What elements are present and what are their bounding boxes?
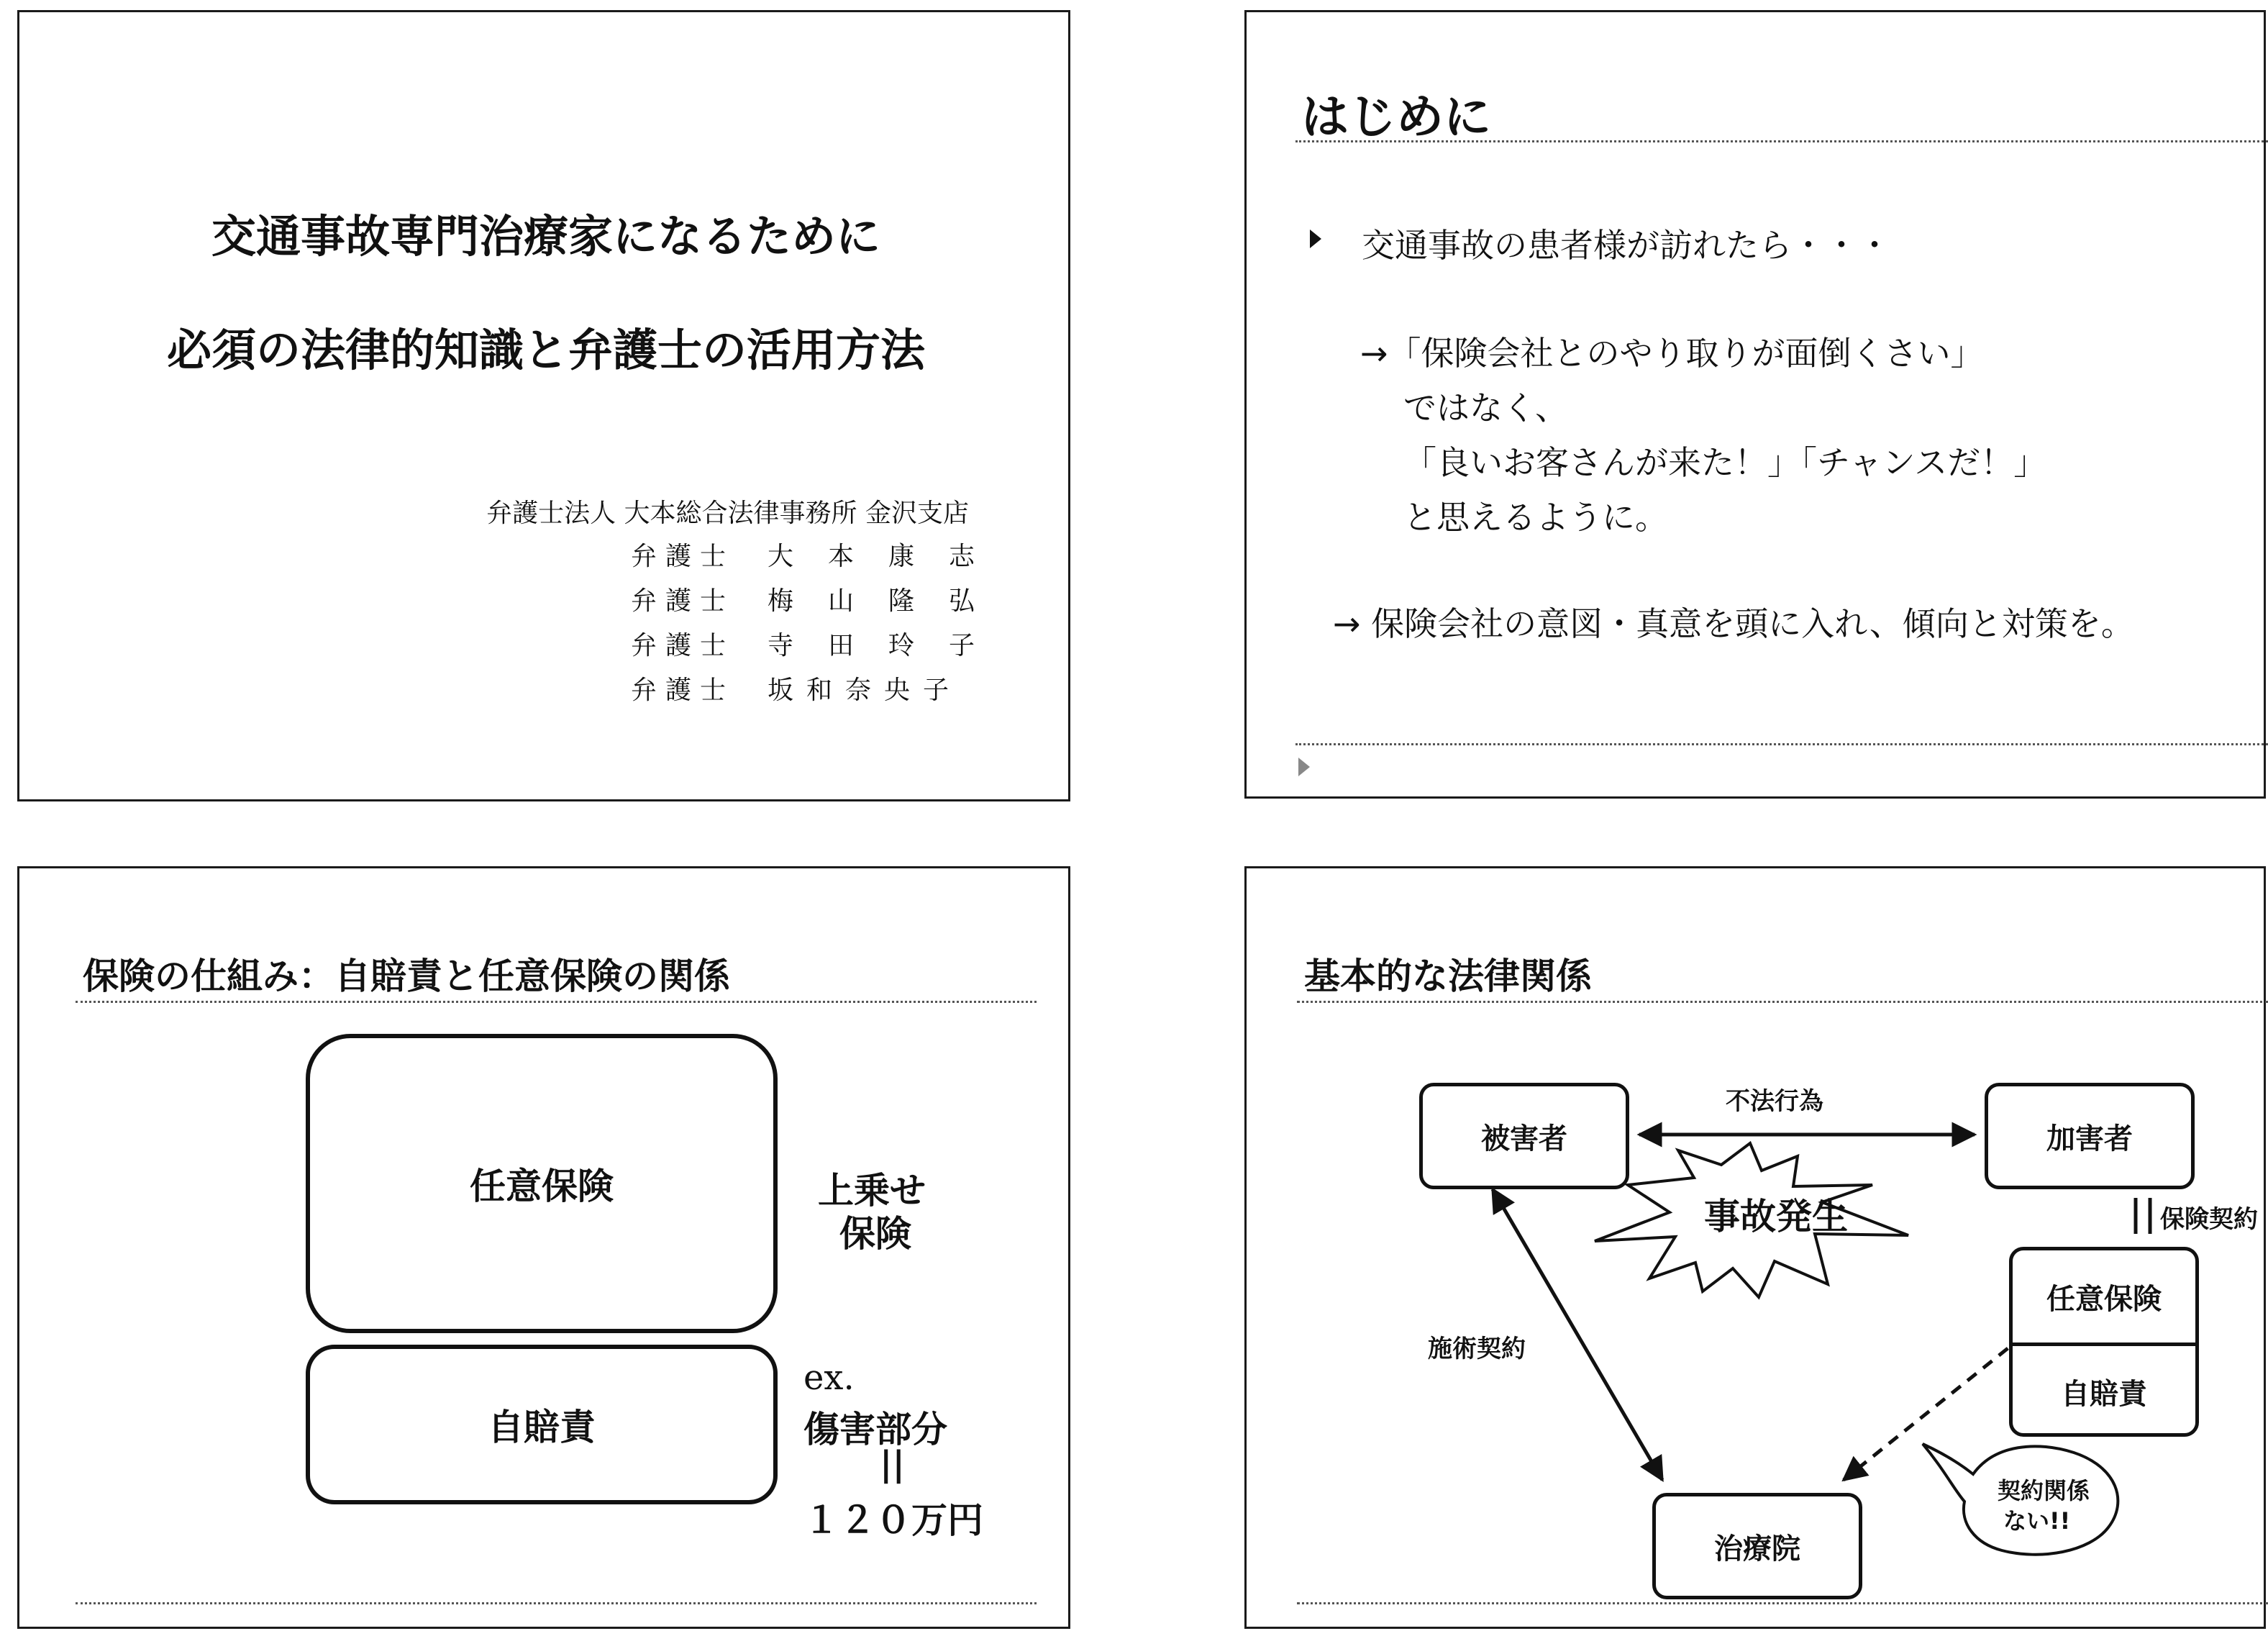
introduction-slide bbox=[1244, 10, 2266, 799]
voluntary-insurance-label: 任意保険 bbox=[2046, 1282, 2162, 1316]
slide-title: 保険の仕組み：自賠責と任意保険の関係 bbox=[83, 955, 730, 997]
perpetrator-label: 加害者 bbox=[2046, 1122, 2133, 1155]
lawyer-role-1: 弁護士 bbox=[631, 542, 735, 571]
text-line-5: → 保険会社の意図・真意を頭に入れ、傾向と対策を。 bbox=[1333, 604, 2134, 643]
compulsory-insurance-row bbox=[2013, 1346, 2195, 1437]
bubble-text-line-2: ない!! bbox=[2003, 1507, 2071, 1535]
lawyer-role-2: 弁護士 bbox=[631, 586, 735, 616]
insurance-box bbox=[2009, 1247, 2199, 1437]
clinic-label: 治療院 bbox=[1714, 1532, 1800, 1566]
bullet-text: 交通事故の患者様が訪れたら・・・ bbox=[1362, 226, 1891, 265]
lawyer-name-3: 寺田玲子 bbox=[768, 631, 1010, 660]
perpetrator-box bbox=[1985, 1083, 2195, 1189]
clinic-box bbox=[1652, 1493, 1862, 1599]
title-divider bbox=[76, 1001, 1037, 1003]
insurance-structure-slide bbox=[17, 866, 1070, 1629]
tort-label: 不法行為 bbox=[1726, 1087, 1823, 1116]
insurance-contract-label: 保険契約 bbox=[2160, 1205, 2258, 1234]
slide-title: 基本的な法律関係 bbox=[1304, 955, 1592, 997]
title-line-2: 必須の法律的知識と弁護士の活用方法 bbox=[166, 324, 925, 376]
victim-box bbox=[1419, 1083, 1629, 1189]
voluntary-insurance-box bbox=[306, 1034, 778, 1333]
text-line-2: ではなく、 bbox=[1403, 389, 1569, 427]
lawyer-role-4: 弁護士 bbox=[631, 676, 735, 705]
slide-title: はじめに bbox=[1301, 88, 1491, 145]
amount-label: １２０万円 bbox=[803, 1499, 983, 1541]
compulsory-insurance-label: 自賠責 bbox=[488, 1406, 596, 1448]
lawyer-name-1: 大本康志 bbox=[768, 542, 1010, 571]
title-line-1: 交通事故専門治療家になるために bbox=[211, 210, 880, 263]
title-slide bbox=[17, 10, 1070, 801]
bullet-icons bbox=[1247, 12, 2268, 801]
bubble-text-line-1: 契約関係 bbox=[1998, 1477, 2090, 1504]
bullet-triangle-icon bbox=[1310, 230, 1321, 248]
compulsory-insurance-label: 自賠責 bbox=[2061, 1377, 2147, 1411]
footer-divider bbox=[1297, 1602, 2268, 1604]
voluntary-insurance-label: 任意保険 bbox=[470, 1165, 614, 1207]
equals-mark: || bbox=[880, 1444, 905, 1484]
lawyer-role-3: 弁護士 bbox=[631, 631, 735, 660]
text-line-3: 「良いお客さんが来た！」「チャンスだ！」 bbox=[1403, 443, 2047, 482]
footer-divider bbox=[76, 1602, 1037, 1604]
victim-label: 被害者 bbox=[1481, 1122, 1567, 1155]
lawyer-name-4: 坂和奈央子 bbox=[768, 676, 962, 705]
text-line-1: →「保険会社とのやり取りが面倒くさい」 bbox=[1360, 334, 1984, 373]
text-line-4: と思えるように。 bbox=[1403, 498, 1668, 537]
footer-divider bbox=[1295, 743, 2268, 745]
top-up-label-line-1: 上乗せ bbox=[818, 1169, 926, 1212]
footer-triangle-icon bbox=[1298, 758, 1310, 776]
injury-portion-label: 傷害部分 bbox=[803, 1408, 947, 1450]
top-up-label-line-2: 保険 bbox=[839, 1212, 911, 1255]
compulsory-insurance-box bbox=[306, 1345, 778, 1504]
voluntary-insurance-row bbox=[2013, 1250, 2195, 1346]
accident-label: 事故発生 bbox=[1704, 1195, 1848, 1237]
law-firm-name: 弁護士法人 大本総合法律事務所 金沢支店 bbox=[486, 499, 969, 528]
treatment-contract-label: 施術契約 bbox=[1428, 1335, 1526, 1363]
lawyer-name-2: 梅山隆弘 bbox=[768, 586, 1010, 616]
example-label: ex. bbox=[803, 1358, 855, 1398]
legal-relationship-slide bbox=[1244, 866, 2266, 1629]
